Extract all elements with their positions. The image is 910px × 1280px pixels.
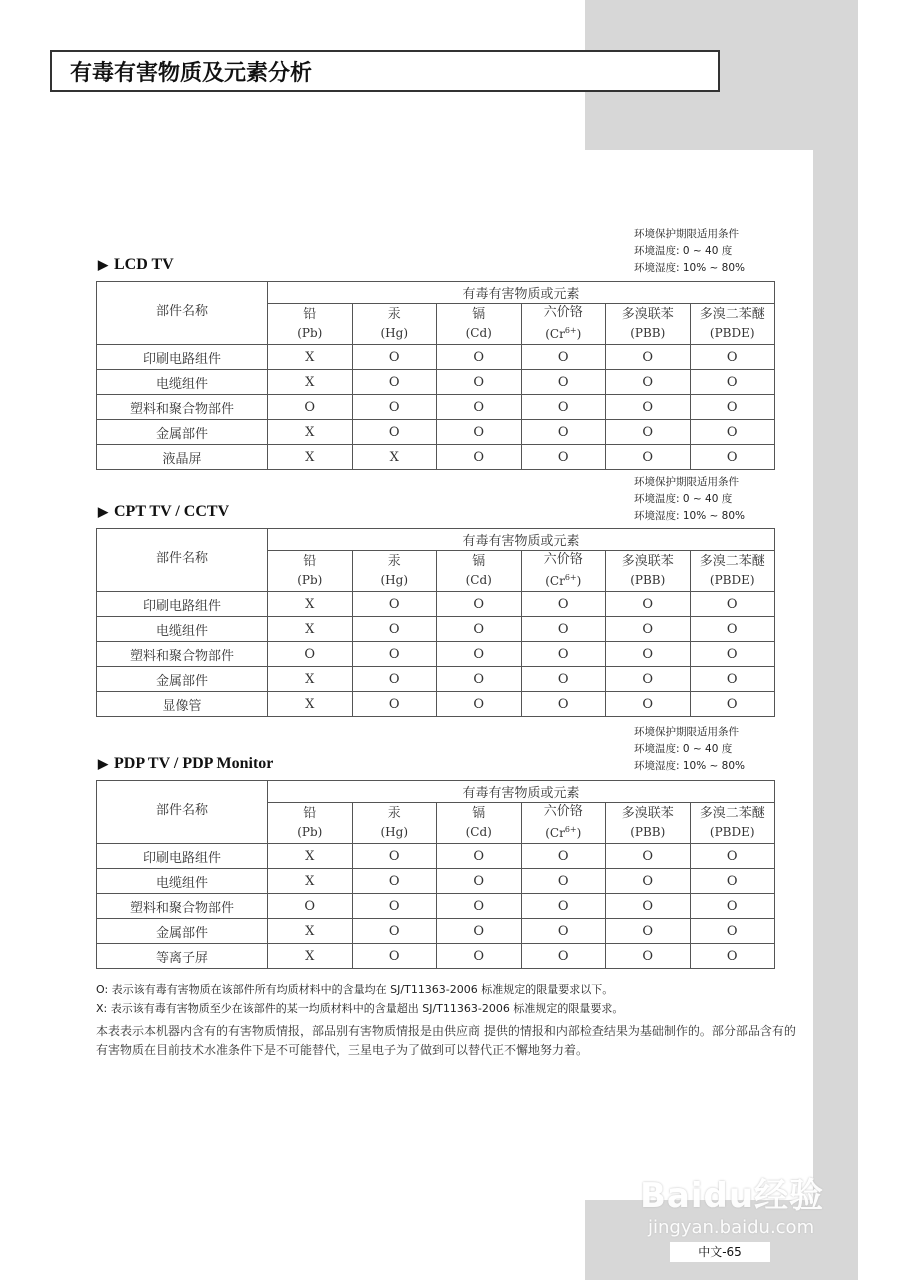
hazard-table <box>96 281 775 470</box>
section-heading-text: LCD TV <box>114 256 174 273</box>
triangle-bullet-icon: ▶ <box>98 257 108 272</box>
env-note-line: 环境温度: 0 ~ 40 度 <box>634 245 733 257</box>
substance-header: 多溴联苯 (PBB) <box>606 304 691 345</box>
part-name-header: 部件名称 <box>97 282 268 345</box>
env-note-line: 环境湿度: 10% ~ 80% <box>634 510 746 522</box>
substance-header: 镉 (Cd) <box>437 304 522 345</box>
part-name-header: 部件名称 <box>97 529 268 592</box>
env-note-line: 环境保护期限适用条件 <box>634 476 739 488</box>
watermark-brand: Baidu经验 <box>640 1176 825 1216</box>
table-row: 电缆组件 X O O O O O <box>97 370 775 395</box>
section-heading-text: PDP TV / PDP Monitor <box>114 755 274 772</box>
triangle-bullet-icon: ▶ <box>98 756 108 771</box>
section-heading <box>98 503 229 521</box>
substance-header: 镉 (Cd) <box>437 551 522 592</box>
part-name-header: 部件名称 <box>97 781 268 844</box>
env-conditions-note <box>634 724 794 775</box>
hazard-table <box>96 780 775 969</box>
substance-group-header: 有毒有害物质或元素 <box>268 781 775 803</box>
substance-header: 多溴联苯 (PBB) <box>606 803 691 844</box>
page-number: 中文-65 <box>670 1242 770 1262</box>
section-heading-text: CPT TV / CCTV <box>114 503 230 520</box>
substance-header: 铅 (Pb) <box>268 304 353 345</box>
substance-header: 多溴二苯醚 (PBDE) <box>690 803 775 844</box>
baidu-watermark <box>640 1168 840 1238</box>
env-note-line: 环境保护期限适用条件 <box>634 726 739 738</box>
table-row: 印刷电路组件 X O O O O O <box>97 345 775 370</box>
substance-group-header: 有毒有害物质或元素 <box>268 282 775 304</box>
table-row: 塑料和聚合物部件 O O O O O O <box>97 395 775 420</box>
triangle-bullet-icon: ▶ <box>98 504 108 519</box>
decorative-gray-strip <box>813 150 858 1200</box>
table-row: 金属部件 X O O O O O <box>97 420 775 445</box>
substance-header: 六价铬 $(Cr^{6+})$ <box>521 304 606 345</box>
env-note-line: 环境湿度: 10% ~ 80% <box>634 262 746 274</box>
table-row: 金属部件 X O O O O O <box>97 919 775 944</box>
table-row: 塑料和聚合物部件 O O O O O O <box>97 642 775 667</box>
table-row: 塑料和聚合物部件 O O O O O O <box>97 894 775 919</box>
watermark-site: jingyan.baidu.com <box>648 1217 815 1238</box>
table-row: 电缆组件 X O O O O O <box>97 869 775 894</box>
substance-header: 六价铬 $(Cr^{6+})$ <box>521 803 606 844</box>
substance-header: 镉 (Cd) <box>437 803 522 844</box>
env-note-line: 环境温度: 0 ~ 40 度 <box>634 743 733 755</box>
substance-group-header: 有毒有害物质或元素 <box>268 529 775 551</box>
substance-header: 铅 (Pb) <box>268 551 353 592</box>
env-conditions-note <box>634 226 794 277</box>
section-heading <box>98 755 273 773</box>
substance-header: 多溴二苯醚 (PBDE) <box>690 304 775 345</box>
table-row: 显像管 X O O O O O <box>97 692 775 717</box>
table-row: 电缆组件 X O O O O O <box>97 617 775 642</box>
hazard-table <box>96 528 775 717</box>
substance-header: 铅 (Pb) <box>268 803 353 844</box>
table-row: 金属部件 X O O O O O <box>97 667 775 692</box>
substance-header: 多溴二苯醚 (PBDE) <box>690 551 775 592</box>
env-note-line: 环境湿度: 10% ~ 80% <box>634 760 746 772</box>
substance-header: 多溴联苯 (PBB) <box>606 551 691 592</box>
table-row: 印刷电路组件 X O O O O O <box>97 844 775 869</box>
substance-header: 汞 (Hg) <box>352 304 437 345</box>
substance-header: 汞 (Hg) <box>352 803 437 844</box>
x-note: X: 表示该有毒有害物质至少在该部件的某一均质材料中的含量超出 SJ/T11363-2006 标准规定的限量要求。 <box>96 1002 624 1015</box>
env-conditions-note <box>634 474 794 525</box>
substance-header: 汞 (Hg) <box>352 551 437 592</box>
substance-header: 六价铬 $(Cr^{6+})$ <box>521 551 606 592</box>
page-title: 有毒有害物质及元素分析 <box>50 50 720 92</box>
section-heading <box>98 256 174 274</box>
o-note: O: 表示该有毒有害物质在该部件所有均质材料中的含量均在 SJ/T11363-2006 标准规定的限量要求以下。 <box>96 983 614 996</box>
env-note-line: 环境保护期限适用条件 <box>634 228 739 240</box>
table-row: 等离子屏 X O O O O O <box>97 944 775 969</box>
legend-notes <box>96 980 796 1018</box>
env-note-line: 环境温度: 0 ~ 40 度 <box>634 493 733 505</box>
disclaimer-paragraph: 本表表示本机器内含有的有害物质情报，部品别有害物质情报是由供应商 提供的情报和内部检查结果为基础制作的。部分部品含有的有害物质在目前技术水准条件下是不可能替代，三星电子为了做到可以替代正不懈地努力着。 <box>96 1024 796 1057</box>
table-row: 印刷电路组件 X O O O O O <box>97 592 775 617</box>
table-row: 液晶屏 X X O O O O <box>97 445 775 470</box>
